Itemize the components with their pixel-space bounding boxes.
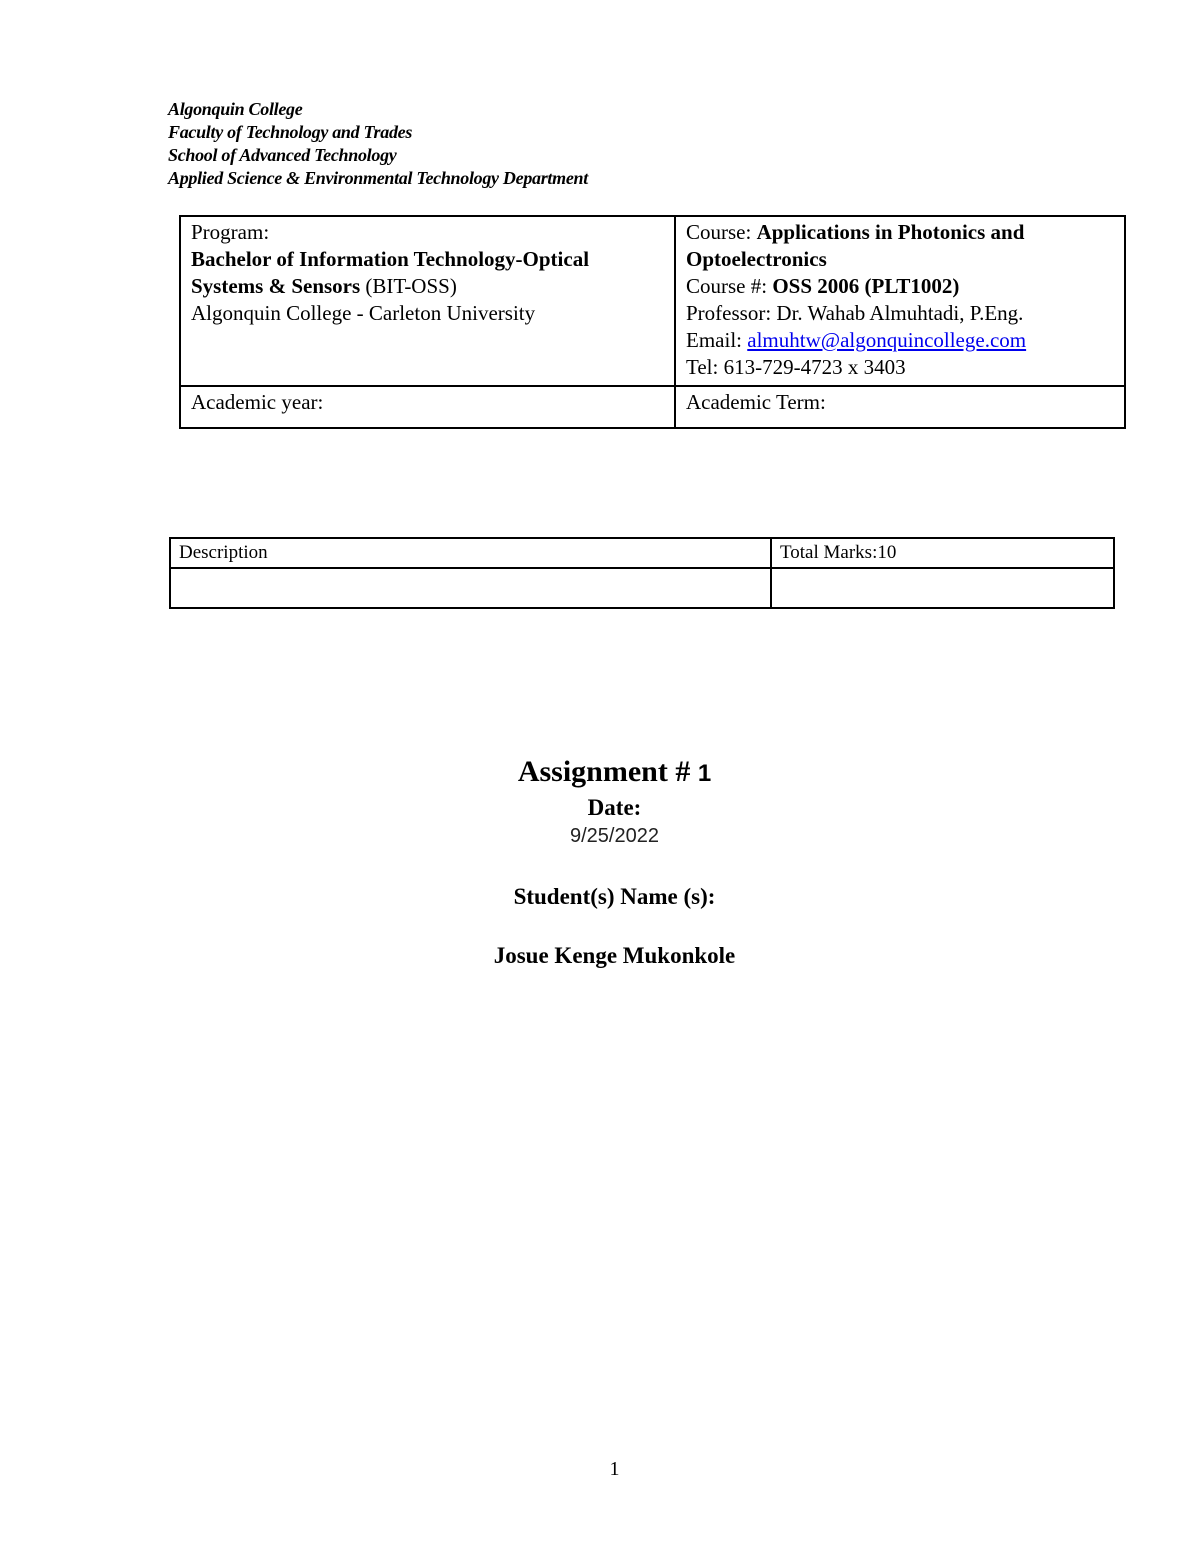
program-name (191, 246, 666, 300)
program-label: Program: (191, 220, 270, 244)
department-name: Applied Science & Environmental Technology Department (168, 168, 588, 188)
email-label: Email: (686, 328, 748, 352)
student-name: Josue Kenge Mukonkole (493, 943, 736, 968)
course-number: OSS 2006 (PLT1002) (772, 274, 960, 298)
academic-year-cell: Academic year: (180, 386, 675, 428)
assignment-title-prefix: Assignment # (517, 755, 698, 788)
total-marks-header: Total Marks:10 (771, 538, 1114, 568)
telephone-line: Tel: 613-729-4723 x 3403 (686, 355, 906, 379)
email-link[interactable]: almuhtw@algonquincollege.com (747, 328, 1027, 352)
assignment-number: 1 (697, 760, 712, 787)
program-name-bold: Bachelor of Information Technology-Optical Systems & Sensors (191, 247, 590, 298)
students-label: Student(s) Name (s): (513, 884, 716, 909)
professor-line: Professor: Dr. Wahab Almuhtadi, P.Eng. (686, 301, 1024, 325)
course-number-label: Course #: (686, 274, 773, 298)
college-name: Algonquin College (168, 99, 303, 119)
description-value-cell (170, 568, 771, 608)
date-value: 9/25/2022 (570, 825, 659, 847)
course-title (686, 219, 1116, 273)
faculty-name: Faculty of Technology and Trades (168, 122, 413, 142)
program-institution: Algonquin College - Carleton University (191, 301, 536, 325)
page-number: 1 (609, 1458, 620, 1480)
description-table (169, 537, 1115, 609)
email-line (686, 327, 1116, 354)
date-label: Date: (587, 795, 642, 820)
program-abbrev: (BIT-OSS) (360, 274, 457, 298)
school-name: School of Advanced Technology (168, 145, 397, 165)
course-cell (675, 216, 1125, 386)
academic-term-cell: Academic Term: (675, 386, 1125, 428)
total-marks-value-cell (771, 568, 1114, 608)
course-name: Applications in Photonics and Optoelectronics (686, 220, 1025, 271)
assignment-title (0, 755, 1200, 789)
program-cell (180, 216, 675, 386)
course-info-table (179, 215, 1126, 429)
course-label: Course: (686, 220, 757, 244)
institution-header (168, 98, 588, 190)
course-number-line (686, 273, 1116, 300)
description-header: Description (170, 538, 771, 568)
